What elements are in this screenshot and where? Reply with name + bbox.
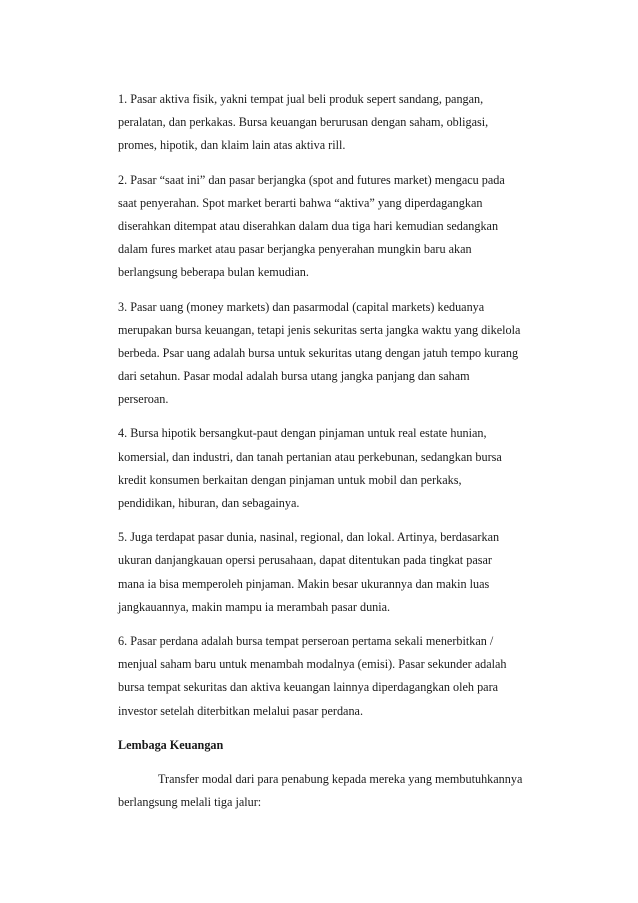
text-line: bursa tempat sekuritas dan aktiva keuangan lainnya diperdagangkan oleh para xyxy=(118,680,499,695)
paragraph-final xyxy=(118,768,548,814)
document-page xyxy=(118,88,548,825)
text-line: saat penyerahan. Spot market berarti bahwa “aktiva” yang diperdagangkan xyxy=(118,195,483,210)
text-line: 3. Pasar uang (money markets) dan pasarmodal (capital markets) keduanya xyxy=(118,299,485,314)
text-line: merupakan bursa keuangan, tetapi jenis sekuritas serta jangka waktu yang dikelola xyxy=(118,322,521,337)
text-line: peralatan, dan perkakas. Bursa keuangan berurusan dengan saham, obligasi, xyxy=(118,115,489,130)
section-heading: Lembaga Keuangan xyxy=(118,737,224,752)
text-line: investor setelah diterbitkan melalui pasar perdana. xyxy=(118,703,364,718)
text-line: dalam fures market atau pasar berjangka penyerahan mungkin baru akan xyxy=(118,242,472,257)
text-line: menjual saham baru untuk menambah modalnya (emisi). Pasar sekunder adalah xyxy=(118,657,507,672)
text-line: ukuran danjangkauan opersi perusahaan, dapat ditentukan pada tingkat pasar xyxy=(118,553,492,568)
text-line: berbeda. Psar uang adalah bursa untuk sekuritas utang dengan jatuh tempo kurang xyxy=(118,345,519,360)
text-line: diserahkan ditempat atau diserahkan dalam dua tiga hari kemudian sedangkan xyxy=(118,218,499,233)
text-line: komersial, dan industri, dan tanah pertanian atau perkebunan, sedangkan bursa xyxy=(118,449,502,464)
text-line: kredit konsumen berkaitan dengan pinjaman untuk mobil dan perkaks, xyxy=(118,472,462,487)
text-line: berlangsung melali tiga jalur: xyxy=(118,795,262,810)
text-line: 6. Pasar perdana adalah bursa tempat perseroan pertama sekali menerbitkan / xyxy=(118,633,494,648)
text-line: 1. Pasar aktiva fisik, yakni tempat jual beli produk sepert sandang, pangan, xyxy=(118,92,484,106)
text-line: 5. Juga terdapat pasar dunia, nasinal, regional, dan lokal. Artinya, berdasarkan xyxy=(118,530,500,545)
paragraph-3 xyxy=(118,296,548,412)
text-line: perseroan. xyxy=(118,392,169,407)
paragraph-6 xyxy=(118,630,548,723)
text-line: promes, hipotik, dan klaim lain atas aktiva rill. xyxy=(118,138,346,153)
text-line: mana ia bisa memperoleh pinjaman. Makin besar ukurannya dan makin luas xyxy=(118,576,490,591)
paragraph-2 xyxy=(118,169,548,285)
text-line: 2. Pasar “saat ini” dan pasar berjangka (spot and futures market) mengacu pada xyxy=(118,172,505,187)
text-line: Transfer modal dari para penabung kepada mereka yang membutuhkannya xyxy=(158,771,523,786)
paragraph-1 xyxy=(118,88,548,158)
text-line: jangkauannya, makin mampu ia merambah pasar dunia. xyxy=(118,599,391,614)
text-line: pendidikan, hiburan, dan sebagainya. xyxy=(118,496,300,510)
paragraph-5 xyxy=(118,526,548,619)
text-line: 4. Bursa hipotik bersangkut-paut dengan pinjaman untuk real estate hunian, xyxy=(118,426,487,441)
paragraph-4 xyxy=(118,422,548,515)
text-line: dari setahun. Pasar modal adalah bursa utang jangka panjang dan saham xyxy=(118,369,470,384)
text-line: berlangsung beberapa bulan kemudian. xyxy=(118,265,309,280)
